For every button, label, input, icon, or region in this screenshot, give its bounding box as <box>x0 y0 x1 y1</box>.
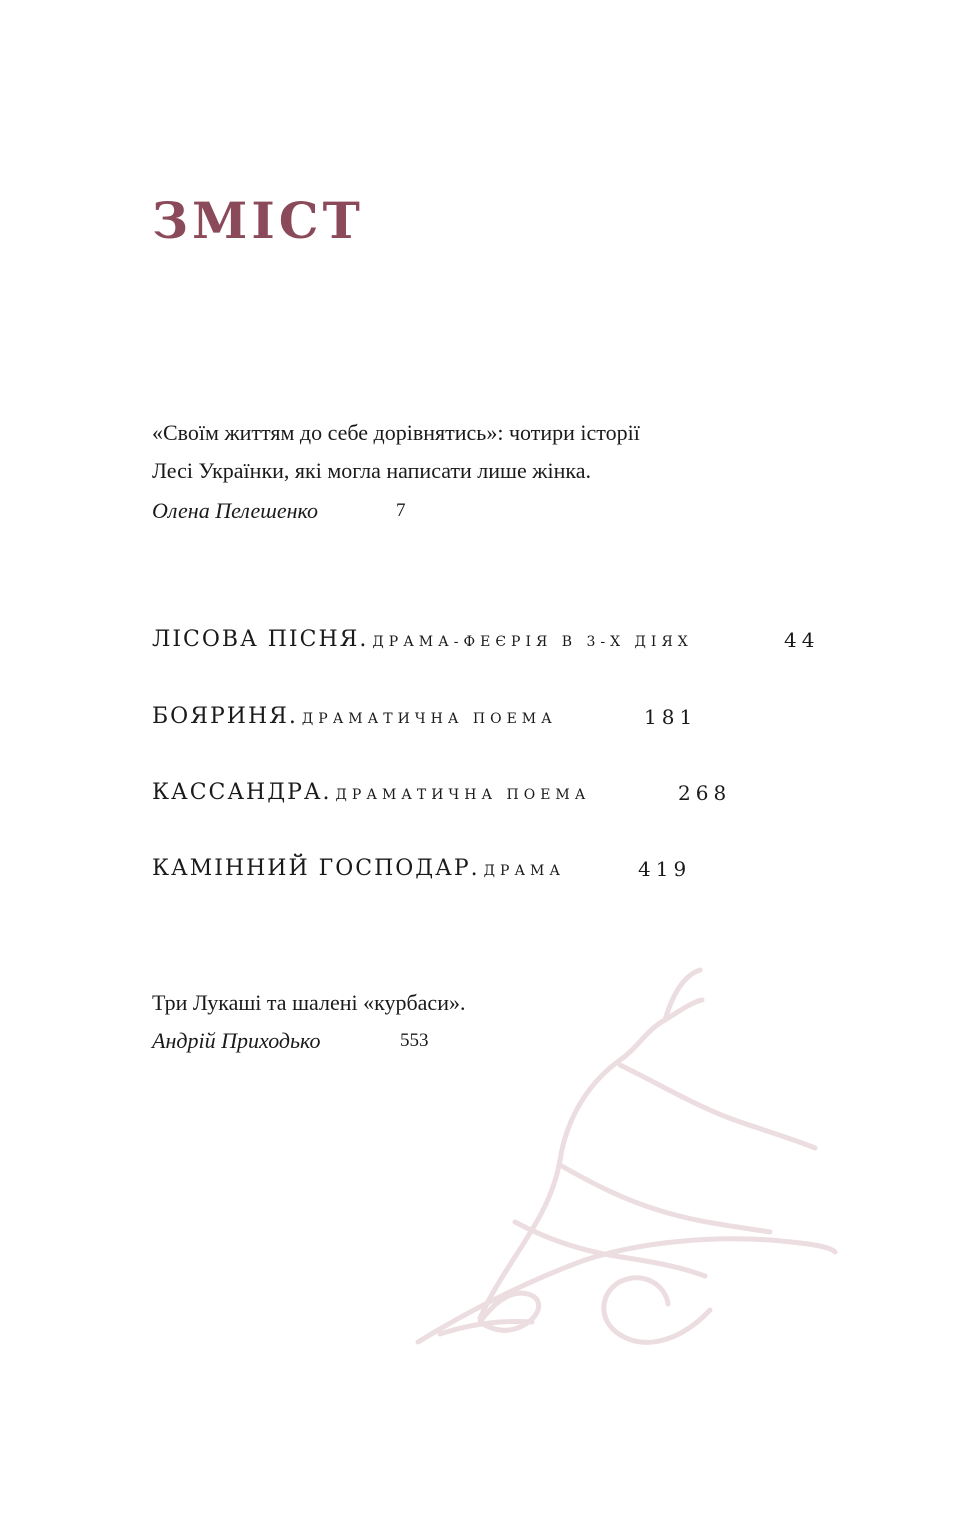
leaf-ornament-tip <box>665 970 700 1020</box>
toc-entry[interactable] <box>152 849 852 889</box>
work-page-number: 44 <box>784 628 820 652</box>
intro-author: Олена Пелешенко <box>152 498 318 523</box>
work-title: ЛІСОВА ПІСНЯ. <box>152 627 369 652</box>
work-title: БОЯРИНЯ. <box>152 704 298 729</box>
toc-entry-text <box>152 697 557 739</box>
work-page-number: 268 <box>678 781 732 805</box>
work-page-number: 419 <box>638 857 692 881</box>
leaf-ornament-frond-right <box>620 1065 815 1148</box>
afterword-author: Андрій Приходько <box>152 1028 321 1053</box>
work-title: КАМІННИЙ ГОСПОДАР. <box>152 856 480 881</box>
toc-entry-text <box>152 773 590 815</box>
leaf-ornament-frond-inner <box>515 1222 705 1276</box>
leaf-ornament-curl <box>604 1278 710 1343</box>
work-subtitle: ДРАМА-ФЕЄРІЯ В 3-Х ДІЯХ <box>372 634 693 650</box>
toc-entry[interactable] <box>152 620 852 660</box>
toc-entry-text <box>152 620 693 662</box>
work-title: КАССАНДРА. <box>152 780 332 805</box>
work-subtitle: ДРАМА <box>483 863 565 879</box>
leaf-ornament-icon <box>410 960 850 1360</box>
leaf-ornament-frond-upper <box>480 1000 702 1318</box>
toc-entry-text <box>152 849 565 891</box>
work-subtitle: ДРАМАТИЧНА ПОЕМА <box>335 787 591 803</box>
afterword-title: Три Лукаші та шалені «курбаси». <box>152 990 466 1015</box>
work-subtitle: ДРАМАТИЧНА ПОЕМА <box>301 711 557 727</box>
afterword-page-number: 553 <box>400 1030 429 1051</box>
intro-title-line-1: «Своїм життям до себе дорівнятись»: чотири історії <box>152 420 640 445</box>
intro-author-line <box>152 492 852 530</box>
page-title: ЗМІСТ <box>152 191 364 250</box>
intro-essay-entry[interactable] <box>152 414 852 530</box>
toc-entry[interactable] <box>152 697 852 737</box>
toc-entry[interactable] <box>152 773 852 813</box>
intro-page-number: 7 <box>396 500 406 521</box>
work-page-number: 181 <box>644 705 698 729</box>
intro-title-line-2: Лесі Українки, які могла написати лише жінка. <box>152 458 591 483</box>
leaf-ornament-frond-mid <box>560 1165 770 1232</box>
